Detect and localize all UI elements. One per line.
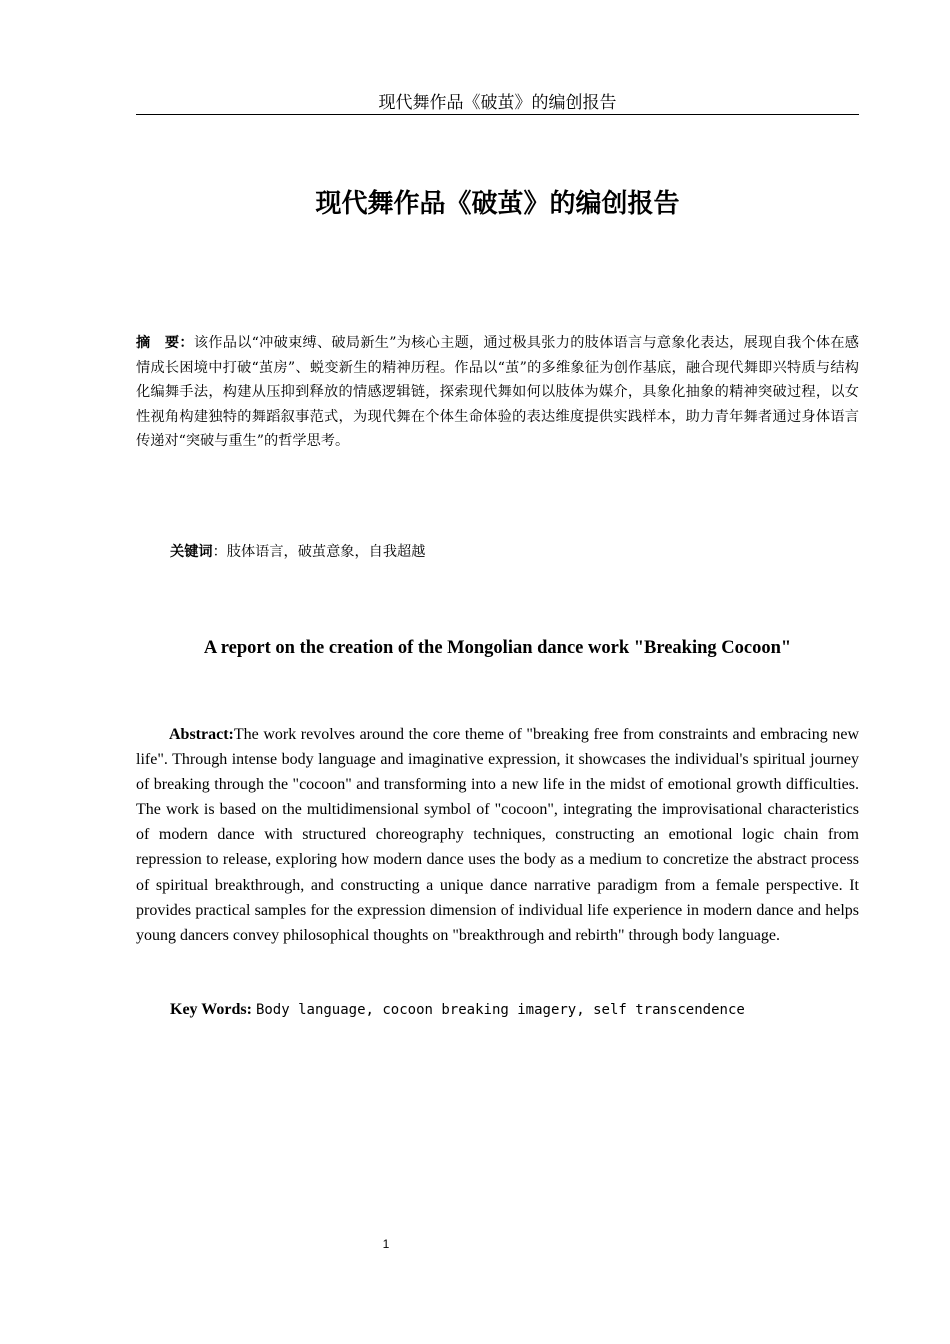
keywords-cn <box>170 541 850 563</box>
keywords-cn-label: 关键词 <box>170 544 213 560</box>
header-rule <box>136 114 859 115</box>
page-title-en: A report on the creation of the Mongolian dance work "Breaking Cocoon" <box>203 638 792 658</box>
abstract-en-text: The work revolves around the core theme of "breaking free from constraints and embracing new life". Through intense body language and imaginative expression, it showcases the individual's spiritual journey of breaking through the "cocoon" and transforming into a new life in the midst of emotional growth difficulties. The work is based on the multidimensional symbol of "cocoon", integrating the improvisational characteristics of modern dance with structured choreography techniques, constructing an emotional logic chain from repression to release, exploring how modern dance uses the body as a medium to concretize the abstract process of spiritual breakthrough, and constructing a unique dance narrative paradigm from a female perspective. It provides practical samples for the expression dimension of individual life experience in modern dance and helps young dancers convey philosophical thoughts on "breakthrough and rebirth" through body language. <box>136 726 859 944</box>
abstract-en <box>136 722 859 948</box>
page-title-cn: 现代舞作品《破茧》的编创报告 <box>315 189 680 219</box>
keywords-cn-separator: ： <box>212 544 227 560</box>
abstract-cn-text: 该作品以“冲破束缚、破局新生”为核心主题，通过极具张力的肢体语言与意象化表达，展现自我个体在感情成长困境中打破“茧房”、蜕变新生的精神历程。作品以“茧”的多维象征为创作基底，融合现代舞即兴特质与结构化编舞手法，构建从压抑到释放的情感逻辑链，探索现代舞如何以肢体为媒介，具象化抽象的精神突破过程，以女性视角构建独特的舞蹈叙事范式，为现代舞在个体生命体验的表达维度提供实践样本，助力青年舞者通过身体语言传递对“突破与重生”的哲学思考。 <box>136 335 859 449</box>
keywords-en-label: Key Words: <box>170 1001 252 1018</box>
abstract-en-label: Abstract: <box>169 726 234 743</box>
abstract-cn <box>136 331 859 454</box>
keywords-en-value: Body language, cocoon breaking imagery, self transcendence <box>255 1002 745 1018</box>
abstract-cn-label: 摘 要： <box>136 335 194 351</box>
running-header: 现代舞作品《破茧》的编创报告 <box>378 93 617 113</box>
keywords-en <box>170 997 850 1023</box>
page-number: 1 <box>382 1237 390 1251</box>
keywords-cn-value: 肢体语言，破茧意象，自我超越 <box>226 544 426 560</box>
